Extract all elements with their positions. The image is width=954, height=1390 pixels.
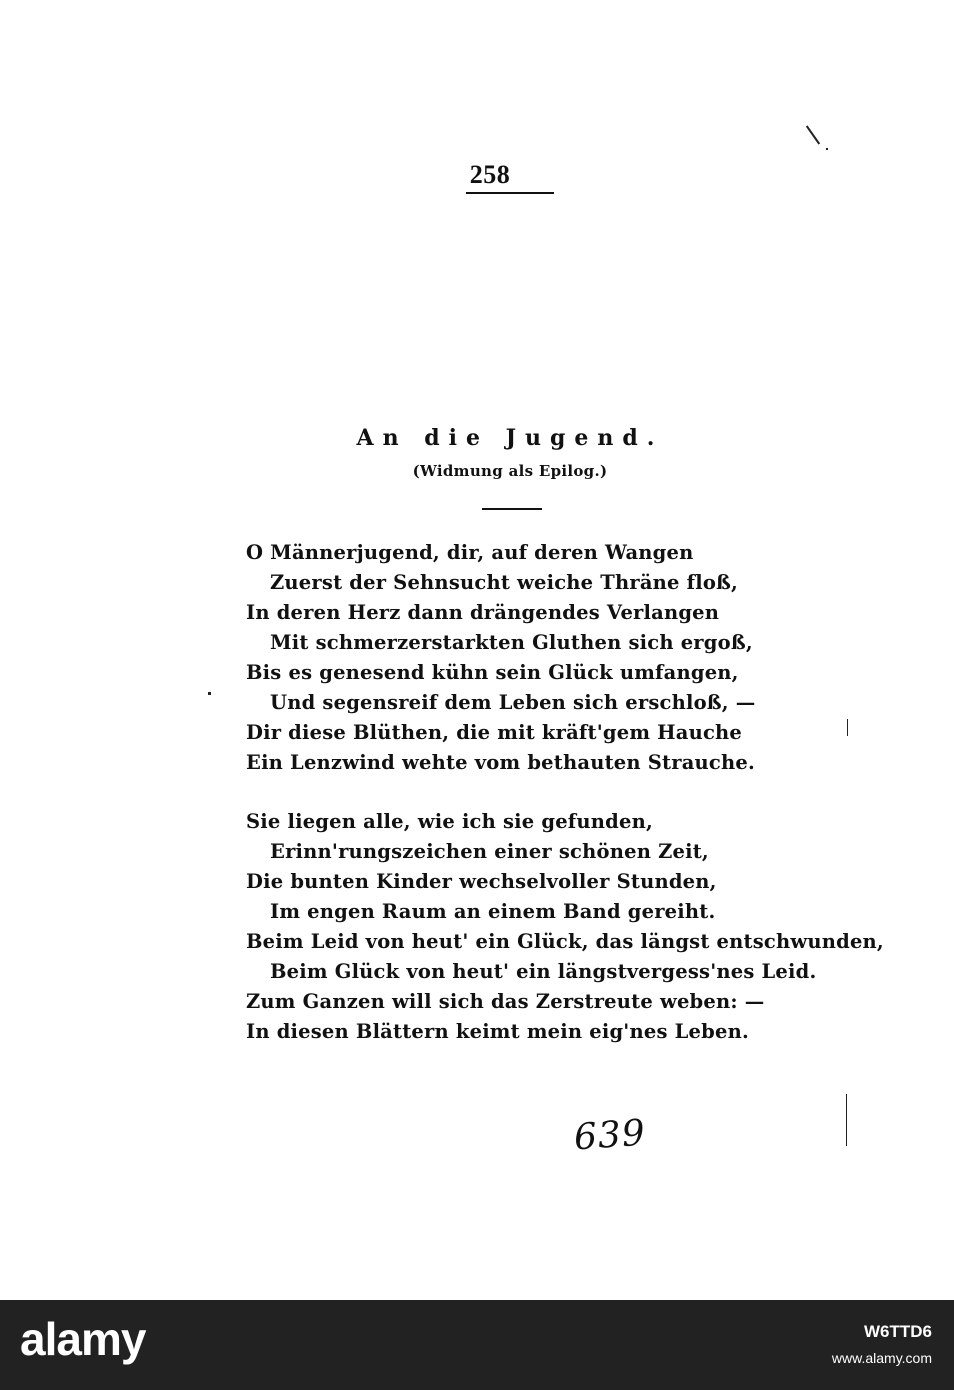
page-number: 258 xyxy=(469,160,511,189)
poem-line: In deren Herz dann drängendes Verlangen xyxy=(246,601,720,624)
poem-subtitle: (Widmung als Epilog.) xyxy=(412,462,608,480)
poem-line: Ein Lenzwind wehte vom bethauten Strauche. xyxy=(246,751,755,774)
poem-line: Sie liegen alle, wie ich sie gefunden, xyxy=(246,810,653,833)
poem-line: Dir diese Blüthen, die mit kräft'gem Hauche xyxy=(246,721,743,744)
scan-mark xyxy=(826,148,828,150)
poem-line: Im engen Raum an einem Band gereiht. xyxy=(270,900,716,923)
stanza-2 xyxy=(246,807,884,1047)
poem-line: Erinn'rungszeichen einer schönen Zeit, xyxy=(270,840,709,863)
poem-line: Und segensreif dem Leben sich erschloß, — xyxy=(270,691,756,714)
poem-line: Die bunten Kinder wechselvoller Stunden, xyxy=(246,870,717,893)
poem-line: Zum Ganzen will sich das Zerstreute weben: — xyxy=(246,990,765,1013)
scan-mark xyxy=(208,692,211,695)
page-number-rule xyxy=(466,192,554,194)
title-divider xyxy=(482,508,542,510)
poem-line: In diesen Blättern keimt mein eig'nes Leben. xyxy=(246,1020,749,1043)
poem-line: Beim Leid von heut' ein Glück, das längst entschwunden, xyxy=(246,930,884,953)
scan-mark xyxy=(806,125,820,144)
scan-mark xyxy=(847,719,848,736)
image-id: W6TTD6 xyxy=(864,1322,932,1341)
handwritten-note: 639 xyxy=(572,1112,648,1159)
poem-line: Zuerst der Sehnsucht weiche Thräne floß, xyxy=(270,571,739,594)
poem-title: An die Jugend. xyxy=(356,425,664,451)
scan-mark xyxy=(846,1094,847,1146)
stock-watermark-bar xyxy=(0,1300,954,1390)
poem-line: Beim Glück von heut' ein längstvergess'nes Leid. xyxy=(270,960,817,983)
poem-line: Mit schmerzerstarkten Gluthen sich ergoß, xyxy=(270,631,753,654)
poem-line: Bis es genesend kühn sein Glück umfangen, xyxy=(246,661,739,684)
stock-url: www.alamy.com xyxy=(831,1350,932,1366)
poem-line: O Männerjugend, dir, auf deren Wangen xyxy=(246,541,694,564)
stock-logo: alamy xyxy=(20,1313,146,1365)
stanza-1 xyxy=(246,538,846,778)
